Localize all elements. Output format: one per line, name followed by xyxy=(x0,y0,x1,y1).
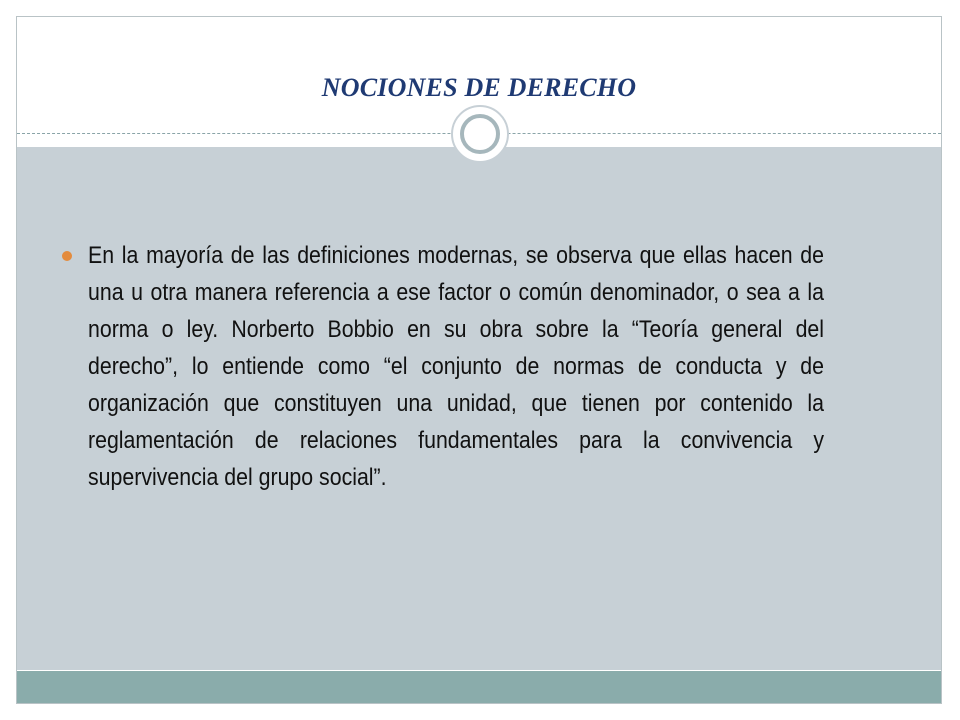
slide-title: NOCIONES DE DERECHO xyxy=(321,73,637,102)
bullet-text: En la mayoría de las definiciones modernas, se observa que ellas hacen de una u otra manera referencia a ese factor o común denominador, o sea a la norma o ley. Norberto Bobbio en su obra sobre la “Teoría general del derecho”, lo entiende como “el conjunto de normas de conducta y de organización que constituyen una unidad, que tienen por contenido la reglamentación de relaciones fundamentales para la convivencia y supervivencia del grupo social”. xyxy=(88,242,825,491)
circle-ornament-inner xyxy=(460,114,500,154)
footer-band xyxy=(17,671,941,703)
circle-ornament-icon xyxy=(451,105,509,163)
bullet-dot-icon xyxy=(62,251,72,261)
